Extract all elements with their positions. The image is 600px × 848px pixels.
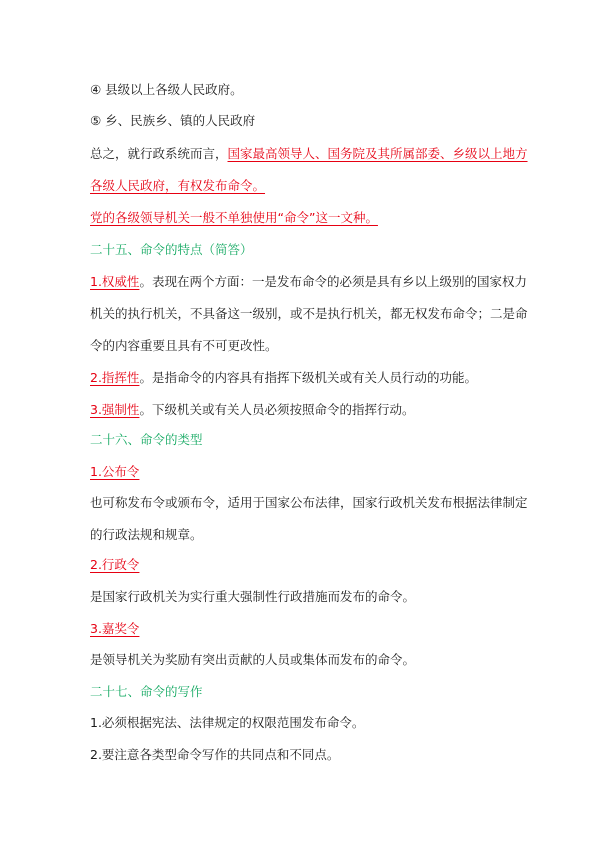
section-26-heading: 二十六、命令的类型	[90, 432, 203, 447]
section-25-heading: 二十五、命令的特点（简答）	[90, 242, 253, 257]
type-2-label: 2.行政令	[90, 557, 140, 572]
list-item-5: ⑤ 乡、民族乡、镇的人民政府	[90, 113, 256, 128]
summary-line-1	[90, 145, 528, 163]
feature-3-label: 3.强制性	[90, 402, 140, 417]
feature-3-text: 。下级机关或有关人员必须按照命令的指挥行动。	[139, 402, 415, 417]
list-item-4: ④ 县级以上各级人民政府。	[90, 82, 243, 97]
feature-2-label: 2.指挥性	[90, 370, 140, 385]
party-note: 党的各级领导机关一般不单独使用“命令”这一文种。	[90, 210, 378, 225]
writing-point-1: 1.必须根据宪法、法律规定的权限范围发布命令。	[90, 715, 365, 730]
type-1-line-2: 的行政法规和规章。	[90, 527, 203, 542]
summary-prefix: 总之，就行政系统而言，	[90, 146, 228, 161]
feature-1-line-3: 令的内容重要且具有不可更改性。	[90, 338, 278, 353]
feature-1-text: 。表现在两个方面：一是发布命令的必须是具有乡以上级别的国家权力	[139, 274, 527, 289]
feature-2	[90, 369, 477, 387]
feature-3	[90, 401, 414, 419]
type-2-text: 是国家行政机关为实行重大强制性行政措施而发布的命令。	[90, 589, 416, 604]
writing-point-2: 2.要注意各类型命令写作的共同点和不同点。	[90, 747, 340, 762]
type-1-label: 1.公布令	[90, 464, 140, 479]
summary-red-text-1: 国家最高领导人、国务院及其所属部委、乡级以上地方	[227, 146, 528, 161]
type-1-line-1: 也可称发布令或颁布令，适用于国家公布法律，国家行政机关发布根据法律制定	[90, 495, 528, 510]
section-27-heading: 二十七、命令的写作	[90, 684, 203, 699]
feature-1-line-2: 机关的执行机关，不具备这一级别，或不是执行机关，都无权发布命令；二是命	[90, 306, 528, 321]
type-3-label: 3.嘉奖令	[90, 621, 140, 636]
feature-1-line-1	[90, 273, 527, 291]
type-3-text: 是领导机关为奖励有突出贡献的人员或集体而发布的命令。	[90, 652, 416, 667]
feature-2-text: 。是指命令的内容具有指挥下级机关或有关人员行动的功能。	[139, 370, 477, 385]
summary-red-text-2: 各级人民政府，有权发布命令。	[90, 178, 266, 193]
feature-1-label: 1.权威性	[90, 274, 140, 289]
